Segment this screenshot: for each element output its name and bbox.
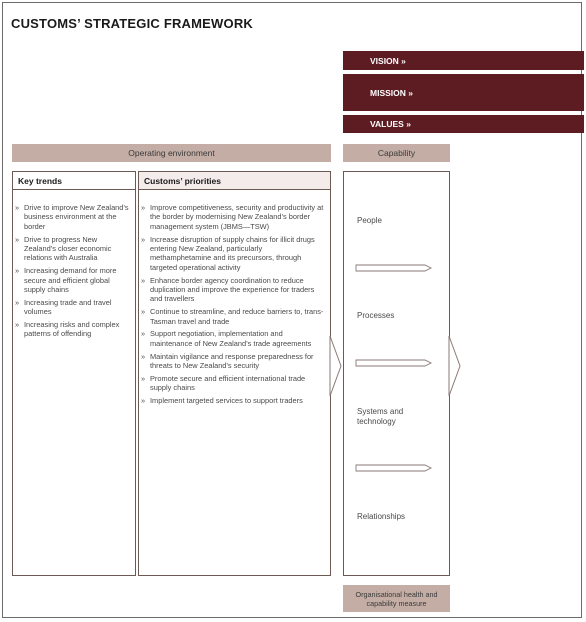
list-item: » Continue to streamline, and reduce barriers to, trans-Tasman travel and trade — [139, 307, 324, 326]
list-item: » Promote secure and efficient international trade supply chains — [139, 374, 324, 393]
list-item: » Implement targeted services to support traders — [139, 396, 324, 405]
mission-label: MISSION » — [370, 87, 413, 98]
organisational-health-box — [343, 585, 450, 612]
list-item: » Improve competitiveness, security and productivity at the border by modernising New Zealand’s border management system (JBMS—TSW) — [139, 203, 324, 231]
list-item: » Increase disruption of supply chains for illicit drugs entering New Zealand, particularly methamphetamine and its precursors, through targeted operational activity — [139, 235, 324, 273]
customs-priorities-panel — [138, 171, 331, 576]
operating-environment-header — [12, 144, 331, 162]
vision-label: VISION » — [370, 55, 406, 66]
capability-relationships: Relationships — [357, 512, 406, 521]
list-item: » Enhance border agency coordination to reduce duplication and improve the experience for traders and travellers — [139, 276, 324, 304]
list-item: » Increasing risks and complex patterns of offending — [13, 320, 129, 339]
list-item: » Support negotiation, implementation and maintenance of New Zealand’s trade agreements — [139, 329, 324, 348]
organisational-health-label: Organisational health and capability measure — [355, 589, 438, 608]
capability-processes: Processes — [357, 311, 395, 320]
customs-priorities-heading: Customs’ priorities — [139, 172, 330, 190]
arrow-right-icon — [355, 463, 433, 473]
chevron-right-icon — [448, 335, 462, 397]
vision-bar — [343, 51, 584, 70]
mission-bar — [343, 74, 584, 111]
list-item: » Drive to progress New Zealand’s closer economic relations with Australia — [13, 235, 129, 263]
list-item: » Increasing demand for more secure and efficient global supply chains — [13, 266, 129, 294]
list-item: » Increasing trade and travel volumes — [13, 298, 129, 317]
key-trends-heading: Key trends — [13, 172, 135, 190]
key-trends-panel — [12, 171, 136, 576]
values-label: VALUES » — [370, 119, 411, 129]
list-item: » Maintain vigilance and response preparedness for threats to New Zealand’s security — [139, 352, 324, 371]
capability-people: People — [357, 216, 382, 225]
page-title: CUSTOMS’ STRATEGIC FRAMEWORK — [11, 16, 254, 31]
capability-systems-technology: Systems and technology — [357, 407, 404, 426]
arrow-right-icon — [355, 358, 433, 368]
customs-priorities-list — [139, 203, 324, 405]
key-trends-list — [13, 203, 129, 339]
operating-environment-label: Operating environment — [128, 148, 215, 158]
capability-label: Capability — [377, 148, 416, 158]
values-bar — [343, 115, 584, 133]
chevron-right-icon — [329, 335, 343, 397]
capability-header — [343, 144, 450, 162]
list-item: » Drive to improve New Zealand’s business environment at the border — [13, 203, 129, 231]
arrow-right-icon — [355, 263, 433, 273]
